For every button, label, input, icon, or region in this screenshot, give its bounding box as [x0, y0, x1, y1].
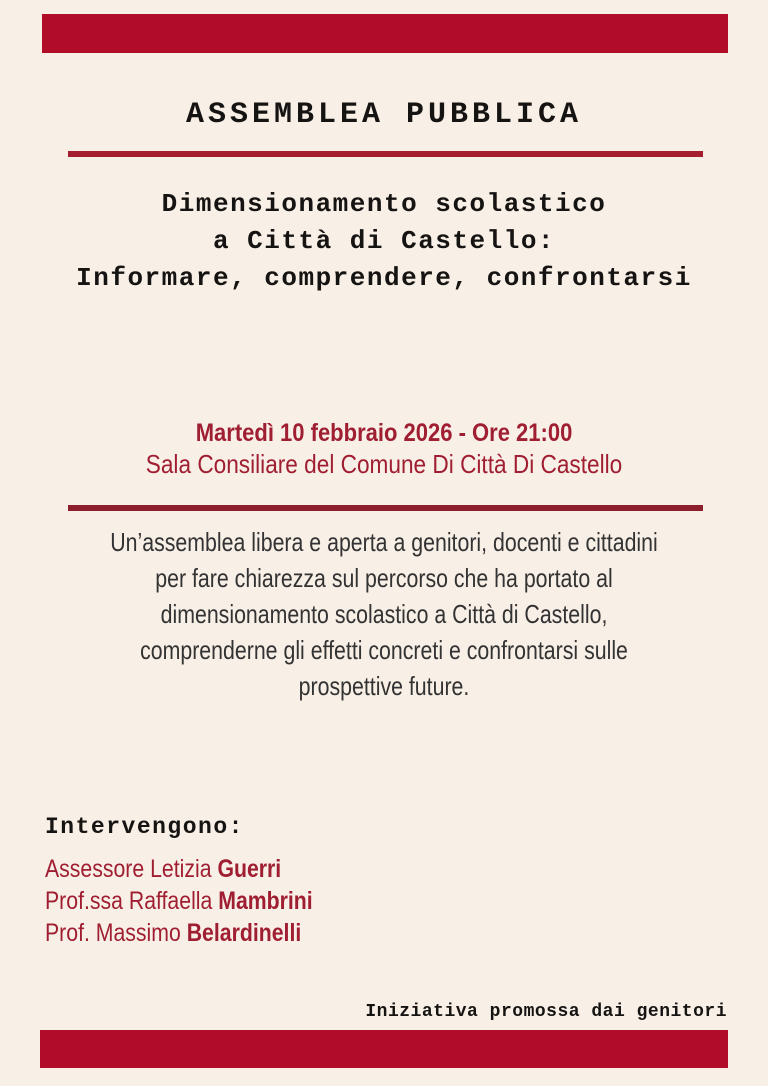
event-info — [0, 418, 768, 480]
subtitle-line-3: Informare, comprendere, confrontarsi — [76, 263, 692, 293]
speaker-title-name: Prof. Massimo — [45, 919, 187, 947]
subtitle-line-2: a Città di Castello: — [212, 226, 556, 256]
description-line-2: per fare chiarezza sul percorso che ha portato al — [155, 563, 613, 593]
event-description — [0, 524, 768, 704]
speakers-list — [45, 853, 360, 949]
event-location: Sala Consiliare del Comune Di Città Di Castello — [145, 449, 623, 479]
description-line-1: Un’assemblea libera e aperta a genitori, docenti e cittadini — [110, 527, 658, 557]
speaker-row — [45, 853, 313, 885]
poster-subtitle — [0, 186, 768, 297]
subtitle-line-1: Dimensionamento scolastico — [161, 189, 607, 219]
description-line-5: prospettive future. — [298, 671, 470, 701]
title-underline — [68, 151, 703, 157]
speaker-surname: Belardinelli — [186, 919, 302, 947]
speaker-row — [45, 885, 313, 917]
speaker-title-name: Prof.ssa Raffaella — [45, 887, 219, 915]
event-datetime: Martedì 10 febbraio 2026 - Ore 21:00 — [195, 419, 573, 447]
section-divider-rule — [68, 505, 703, 511]
poster-title: ASSEMBLEA PUBBLICA — [185, 98, 583, 132]
speakers-heading: Intervengono: — [45, 814, 244, 840]
speaker-row — [45, 917, 313, 949]
speaker-surname: Mambrini — [218, 887, 313, 915]
description-line-4: comprenderne gli effetti concreti e confrontarsi sulle — [140, 635, 628, 665]
description-line-3: dimensionamento scolastico a Città di Castello, — [160, 599, 608, 629]
speaker-surname: Guerri — [217, 855, 282, 883]
top-accent-bar — [42, 14, 728, 53]
footer-note: Iniziativa promossa dai genitori — [365, 1002, 727, 1022]
bottom-accent-bar — [40, 1030, 728, 1068]
speaker-title-name: Assessore Letizia — [45, 855, 218, 883]
